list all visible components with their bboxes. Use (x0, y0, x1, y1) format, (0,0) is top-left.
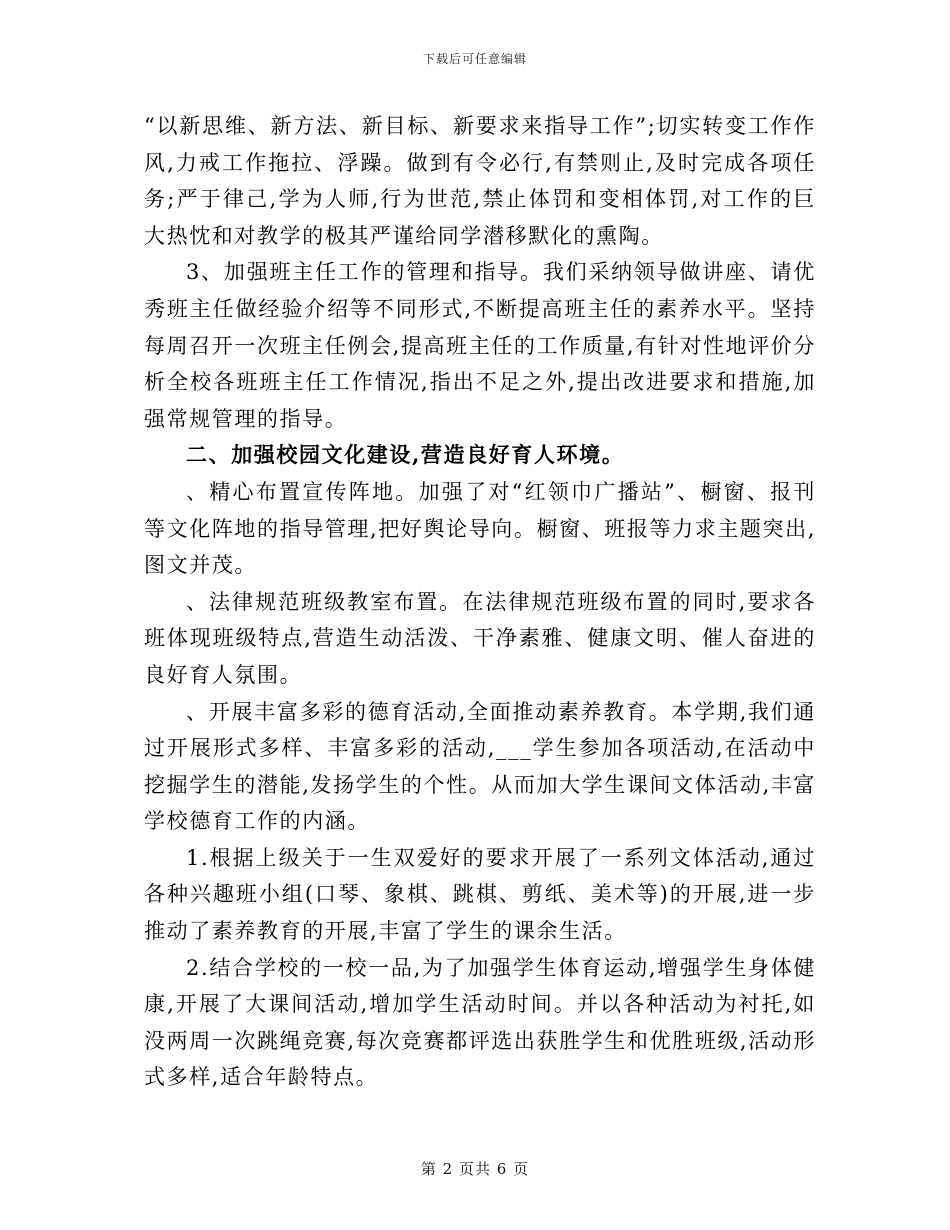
section-heading-campus-culture: 二、加强校园文化建设,营造良好育人环境。 (186, 442, 625, 468)
paragraph-propaganda-positions: 、精心布置宣传阵地。加强了对“红领巾广播站”、橱窗、报刊等文化阵地的指导管理,把好舆论导向。橱窗、班报等力求主题突出,图文并茂。 (144, 479, 816, 578)
paragraph-work-style: “以新思维、新方法、新目标、新要求来指导工作”;切实转变工作作风,力戒工作拖拉、浮躁。做到有令必行,有禁则止,及时完成各项任务;严于律己,学为人师,行为世范,禁止体罚和变相体罚,对工作的巨大热忱和对教学的极其严谨给同学潜移默化的熏陶。 (144, 114, 816, 248)
paragraph-item-1-hobby-groups: 1.根据上级关于一生双爱好的要求开展了一系列文体活动,通过各种兴趣班小组(口琴、象棋、跳棋、剪纸、美术等)的开展,进一步推动了素养教育的开展,丰富了学生的课余生活。 (144, 845, 816, 944)
paragraph-class-teacher-management: 3、加强班主任工作的管理和指导。我们采纳领导做讲座、请优秀班主任做经验介绍等不同形式,不断提高班主任的素养水平。坚持每周召开一次班主任例会,提高班主任的工作质量,有针对性地评价分析全校各班班主任工作情况,指出不足之外,提出改进要求和措施,加强常规管理的指导。 (144, 260, 816, 431)
paragraph-moral-activities: 、开展丰富多彩的德育活动,全面推动素养教育。本学期,我们通过开展形式多样、丰富多彩的活动,___学生参加各项活动,在活动中挖掘学生的潜能,发扬学生的个性。从而加大学生课间文体活动,丰富学校德育工作的内涵。 (144, 699, 816, 834)
paragraph-classroom-layout: 、法律规范班级教室布置。在法律规范班级布置的同时,要求各班体现班级特点,营造生动活泼、干净素雅、健康文明、催人奋进的良好育人氛围。 (144, 589, 816, 687)
page-header: 下载后可任意编辑 (422, 52, 527, 66)
paragraph-item-2-sports: 2.结合学校的一校一品,为了加强学生体育运动,增强学生身体健康,开展了大课间活动,增加学生活动时间。并以各种活动为衬托,如没两周一次跳绳竞赛,每次竞赛都评选出获胜学生和优胜班级,活动形式多样,适合年龄特点。 (144, 955, 816, 1090)
page-number-footer: 第 2 页共 6 页 (420, 1160, 530, 1178)
document-body (144, 108, 816, 1096)
